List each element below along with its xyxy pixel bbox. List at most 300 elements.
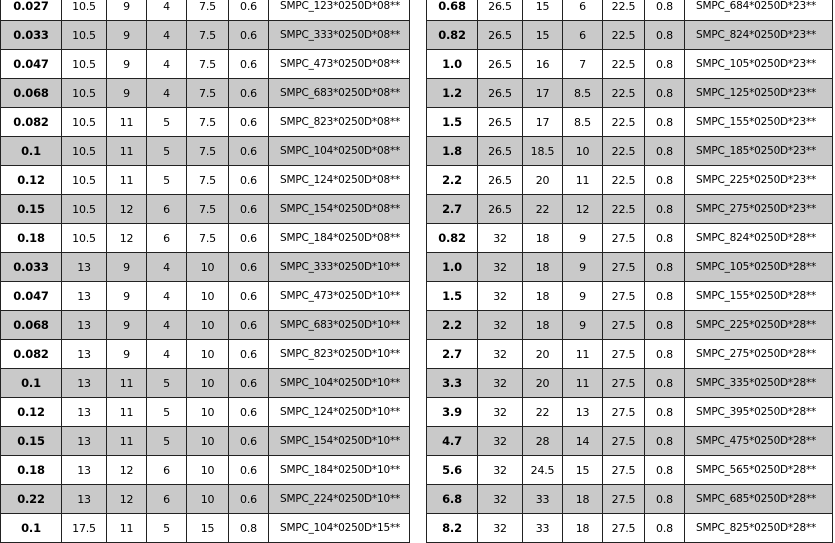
dim-t-cell: 11 <box>563 340 603 369</box>
dim-w-cell: 32 <box>478 253 523 282</box>
capacitance-cell: 0.068 <box>1 311 62 340</box>
dim-w-cell: 13 <box>62 485 107 514</box>
table-row <box>1 456 410 485</box>
pitch-cell: 15 <box>187 514 229 543</box>
dim-h-cell: 20 <box>523 369 563 398</box>
table-row <box>427 456 833 485</box>
dim-h-cell: 28 <box>523 427 563 456</box>
pitch-cell: 27.5 <box>603 282 645 311</box>
dim-h-cell: 9 <box>107 79 147 108</box>
part-number-cell: SMPC_473*0250D*10** <box>269 282 410 311</box>
capacitance-cell: 1.5 <box>427 282 478 311</box>
capacitance-cell: 0.1 <box>1 137 62 166</box>
pitch-cell: 22.5 <box>603 50 645 79</box>
dim-h-cell: 12 <box>107 195 147 224</box>
dim-w-cell: 13 <box>62 282 107 311</box>
dim-h-cell: 20 <box>523 166 563 195</box>
pitch-cell: 10 <box>187 398 229 427</box>
part-number-cell: SMPC_225*0250D*23** <box>685 166 833 195</box>
dim-w-cell: 10.5 <box>62 195 107 224</box>
part-number-cell: SMPC_824*0250D*23** <box>685 21 833 50</box>
dim-w-cell: 32 <box>478 224 523 253</box>
capacitance-cell: 0.027 <box>1 0 62 21</box>
capacitance-cell: 1.2 <box>427 79 478 108</box>
capacitance-cell: 0.082 <box>1 340 62 369</box>
dim-t-cell: 11 <box>563 166 603 195</box>
dim-h-cell: 9 <box>107 340 147 369</box>
capacitance-cell: 1.0 <box>427 253 478 282</box>
capacitance-cell: 0.12 <box>1 398 62 427</box>
lead-diameter-cell: 0.8 <box>645 0 685 21</box>
dim-t-cell: 15 <box>563 456 603 485</box>
table-row <box>1 166 410 195</box>
pitch-cell: 10 <box>187 485 229 514</box>
table-row <box>427 398 833 427</box>
pitch-cell: 7.5 <box>187 137 229 166</box>
table-left-body <box>1 0 410 543</box>
lead-diameter-cell: 0.8 <box>645 282 685 311</box>
capacitance-cell: 2.2 <box>427 311 478 340</box>
dim-t-cell: 9 <box>563 311 603 340</box>
table-row <box>427 340 833 369</box>
dim-t-cell: 18 <box>563 485 603 514</box>
table-row <box>427 253 833 282</box>
part-number-cell: SMPC_224*0250D*10** <box>269 485 410 514</box>
lead-diameter-cell: 0.6 <box>229 456 269 485</box>
pitch-cell: 7.5 <box>187 166 229 195</box>
part-number-cell: SMPC_825*0250D*28** <box>685 514 833 543</box>
table-right-body <box>427 0 833 543</box>
table-row <box>1 427 410 456</box>
dim-h-cell: 17 <box>523 79 563 108</box>
dim-w-cell: 13 <box>62 427 107 456</box>
dim-t-cell: 6 <box>563 0 603 21</box>
lead-diameter-cell: 0.8 <box>645 137 685 166</box>
pitch-cell: 10 <box>187 253 229 282</box>
dim-t-cell: 13 <box>563 398 603 427</box>
pitch-cell: 10 <box>187 456 229 485</box>
dim-t-cell: 5 <box>147 514 187 543</box>
lead-diameter-cell: 0.8 <box>645 456 685 485</box>
lead-diameter-cell: 0.6 <box>229 398 269 427</box>
table-row <box>427 369 833 398</box>
pitch-cell: 7.5 <box>187 224 229 253</box>
pitch-cell: 27.5 <box>603 398 645 427</box>
lead-diameter-cell: 0.8 <box>229 514 269 543</box>
dim-w-cell: 26.5 <box>478 79 523 108</box>
lead-diameter-cell: 0.8 <box>645 21 685 50</box>
capacitance-cell: 6.8 <box>427 485 478 514</box>
dim-w-cell: 32 <box>478 514 523 543</box>
capacitance-cell: 0.033 <box>1 21 62 50</box>
lead-diameter-cell: 0.6 <box>229 195 269 224</box>
lead-diameter-cell: 0.8 <box>645 224 685 253</box>
table-row <box>427 427 833 456</box>
table-row <box>427 485 833 514</box>
capacitance-cell: 2.7 <box>427 340 478 369</box>
dim-t-cell: 4 <box>147 21 187 50</box>
lead-diameter-cell: 0.6 <box>229 108 269 137</box>
capacitance-cell: 0.82 <box>427 21 478 50</box>
dim-t-cell: 9 <box>563 282 603 311</box>
dim-h-cell: 22 <box>523 195 563 224</box>
dim-w-cell: 13 <box>62 311 107 340</box>
dim-w-cell: 26.5 <box>478 108 523 137</box>
capacitance-cell: 1.0 <box>427 50 478 79</box>
lead-diameter-cell: 0.6 <box>229 50 269 79</box>
pitch-cell: 27.5 <box>603 340 645 369</box>
pitch-cell: 27.5 <box>603 224 645 253</box>
dim-t-cell: 11 <box>563 369 603 398</box>
dim-h-cell: 16 <box>523 50 563 79</box>
table-row <box>1 0 410 21</box>
pitch-cell: 22.5 <box>603 79 645 108</box>
dim-h-cell: 11 <box>107 108 147 137</box>
part-number-cell: SMPC_154*0250D*10** <box>269 427 410 456</box>
part-number-cell: SMPC_104*0250D*15** <box>269 514 410 543</box>
lead-diameter-cell: 0.8 <box>645 195 685 224</box>
pitch-cell: 27.5 <box>603 427 645 456</box>
dim-t-cell: 4 <box>147 0 187 21</box>
lead-diameter-cell: 0.6 <box>229 137 269 166</box>
part-number-cell: SMPC_823*0250D*10** <box>269 340 410 369</box>
dim-h-cell: 18 <box>523 224 563 253</box>
dim-t-cell: 12 <box>563 195 603 224</box>
dim-t-cell: 6 <box>147 195 187 224</box>
dim-w-cell: 26.5 <box>478 0 523 21</box>
dim-t-cell: 4 <box>147 282 187 311</box>
pitch-cell: 7.5 <box>187 79 229 108</box>
table-row <box>427 311 833 340</box>
dim-w-cell: 26.5 <box>478 166 523 195</box>
capacitance-cell: 0.082 <box>1 108 62 137</box>
pitch-cell: 27.5 <box>603 514 645 543</box>
capacitor-spec-table-left <box>0 0 410 543</box>
dim-h-cell: 11 <box>107 514 147 543</box>
dim-w-cell: 26.5 <box>478 137 523 166</box>
table-row <box>1 137 410 166</box>
table-row <box>427 0 833 21</box>
table-row <box>1 195 410 224</box>
dim-h-cell: 24.5 <box>523 456 563 485</box>
lead-diameter-cell: 0.8 <box>645 253 685 282</box>
dim-t-cell: 5 <box>147 108 187 137</box>
pitch-cell: 10 <box>187 282 229 311</box>
part-number-cell: SMPC_823*0250D*08** <box>269 108 410 137</box>
dim-h-cell: 12 <box>107 485 147 514</box>
dim-w-cell: 32 <box>478 369 523 398</box>
dim-w-cell: 10.5 <box>62 166 107 195</box>
part-number-cell: SMPC_184*0250D*08** <box>269 224 410 253</box>
capacitance-cell: 1.8 <box>427 137 478 166</box>
part-number-cell: SMPC_105*0250D*28** <box>685 253 833 282</box>
part-number-cell: SMPC_395*0250D*28** <box>685 398 833 427</box>
table-row <box>1 224 410 253</box>
dim-t-cell: 4 <box>147 311 187 340</box>
capacitance-cell: 0.068 <box>1 79 62 108</box>
dim-h-cell: 18 <box>523 282 563 311</box>
table-row <box>427 195 833 224</box>
dim-t-cell: 18 <box>563 514 603 543</box>
dim-w-cell: 10.5 <box>62 21 107 50</box>
part-number-cell: SMPC_685*0250D*28** <box>685 485 833 514</box>
dim-t-cell: 4 <box>147 253 187 282</box>
dim-w-cell: 32 <box>478 311 523 340</box>
part-number-cell: SMPC_105*0250D*23** <box>685 50 833 79</box>
dim-t-cell: 9 <box>563 224 603 253</box>
lead-diameter-cell: 0.6 <box>229 79 269 108</box>
dim-h-cell: 11 <box>107 137 147 166</box>
part-number-cell: SMPC_124*0250D*10** <box>269 398 410 427</box>
dim-w-cell: 26.5 <box>478 50 523 79</box>
capacitance-cell: 0.82 <box>427 224 478 253</box>
dim-t-cell: 8.5 <box>563 108 603 137</box>
table-row <box>1 50 410 79</box>
pitch-cell: 22.5 <box>603 108 645 137</box>
capacitance-cell: 2.2 <box>427 166 478 195</box>
part-number-cell: SMPC_155*0250D*28** <box>685 282 833 311</box>
lead-diameter-cell: 0.6 <box>229 253 269 282</box>
dim-w-cell: 32 <box>478 282 523 311</box>
lead-diameter-cell: 0.6 <box>229 224 269 253</box>
dim-h-cell: 18.5 <box>523 137 563 166</box>
part-number-cell: SMPC_225*0250D*28** <box>685 311 833 340</box>
lead-diameter-cell: 0.6 <box>229 282 269 311</box>
table-row <box>427 79 833 108</box>
dim-t-cell: 4 <box>147 50 187 79</box>
pitch-cell: 7.5 <box>187 0 229 21</box>
capacitance-cell: 0.18 <box>1 456 62 485</box>
dim-w-cell: 32 <box>478 398 523 427</box>
capacitance-cell: 4.7 <box>427 427 478 456</box>
dim-t-cell: 6 <box>147 456 187 485</box>
pitch-cell: 22.5 <box>603 166 645 195</box>
part-number-cell: SMPC_184*0250D*10** <box>269 456 410 485</box>
part-number-cell: SMPC_684*0250D*23** <box>685 0 833 21</box>
lead-diameter-cell: 0.6 <box>229 21 269 50</box>
lead-diameter-cell: 0.8 <box>645 340 685 369</box>
pitch-cell: 27.5 <box>603 253 645 282</box>
capacitance-cell: 0.15 <box>1 195 62 224</box>
part-number-cell: SMPC_155*0250D*23** <box>685 108 833 137</box>
lead-diameter-cell: 0.8 <box>645 50 685 79</box>
dim-w-cell: 26.5 <box>478 21 523 50</box>
table-row <box>1 282 410 311</box>
dim-w-cell: 26.5 <box>478 195 523 224</box>
lead-diameter-cell: 0.6 <box>229 485 269 514</box>
capacitance-cell: 0.033 <box>1 253 62 282</box>
dim-w-cell: 10.5 <box>62 0 107 21</box>
lead-diameter-cell: 0.6 <box>229 427 269 456</box>
dim-t-cell: 5 <box>147 369 187 398</box>
pitch-cell: 27.5 <box>603 311 645 340</box>
capacitance-cell: 8.2 <box>427 514 478 543</box>
dim-w-cell: 10.5 <box>62 224 107 253</box>
dim-h-cell: 11 <box>107 427 147 456</box>
dim-w-cell: 13 <box>62 398 107 427</box>
dim-w-cell: 13 <box>62 456 107 485</box>
dim-w-cell: 10.5 <box>62 108 107 137</box>
dim-h-cell: 9 <box>107 253 147 282</box>
lead-diameter-cell: 0.8 <box>645 398 685 427</box>
dim-w-cell: 32 <box>478 485 523 514</box>
lead-diameter-cell: 0.6 <box>229 369 269 398</box>
capacitor-spec-table-right <box>426 0 833 543</box>
dim-h-cell: 9 <box>107 0 147 21</box>
capacitance-cell: 0.15 <box>1 427 62 456</box>
pitch-cell: 10 <box>187 427 229 456</box>
capacitance-cell: 0.047 <box>1 282 62 311</box>
table-row <box>1 340 410 369</box>
table-row <box>427 224 833 253</box>
dim-w-cell: 10.5 <box>62 137 107 166</box>
part-number-cell: SMPC_104*0250D*10** <box>269 369 410 398</box>
part-number-cell: SMPC_185*0250D*23** <box>685 137 833 166</box>
dim-w-cell: 13 <box>62 253 107 282</box>
table-row <box>427 21 833 50</box>
table-row <box>1 514 410 543</box>
table-row <box>427 50 833 79</box>
dim-h-cell: 33 <box>523 514 563 543</box>
part-number-cell: SMPC_333*0250D*10** <box>269 253 410 282</box>
dim-h-cell: 33 <box>523 485 563 514</box>
lead-diameter-cell: 0.8 <box>645 79 685 108</box>
capacitance-cell: 0.047 <box>1 50 62 79</box>
pitch-cell: 10 <box>187 369 229 398</box>
pitch-cell: 27.5 <box>603 456 645 485</box>
dim-h-cell: 11 <box>107 398 147 427</box>
part-number-cell: SMPC_335*0250D*28** <box>685 369 833 398</box>
dim-h-cell: 18 <box>523 311 563 340</box>
dim-h-cell: 17 <box>523 108 563 137</box>
capacitance-cell: 0.68 <box>427 0 478 21</box>
dim-t-cell: 6 <box>147 485 187 514</box>
dim-t-cell: 4 <box>147 340 187 369</box>
dim-h-cell: 9 <box>107 21 147 50</box>
dim-t-cell: 9 <box>563 253 603 282</box>
part-number-cell: SMPC_104*0250D*08** <box>269 137 410 166</box>
part-number-cell: SMPC_475*0250D*28** <box>685 427 833 456</box>
dim-w-cell: 13 <box>62 369 107 398</box>
dim-h-cell: 20 <box>523 340 563 369</box>
table-row <box>427 166 833 195</box>
dim-h-cell: 12 <box>107 224 147 253</box>
capacitance-cell: 3.3 <box>427 369 478 398</box>
dim-t-cell: 5 <box>147 166 187 195</box>
table-row <box>427 282 833 311</box>
lead-diameter-cell: 0.8 <box>645 108 685 137</box>
part-number-cell: SMPC_333*0250D*08** <box>269 21 410 50</box>
lead-diameter-cell: 0.6 <box>229 0 269 21</box>
dim-w-cell: 10.5 <box>62 50 107 79</box>
dim-w-cell: 32 <box>478 456 523 485</box>
table-row <box>1 79 410 108</box>
table-row <box>1 311 410 340</box>
table-row <box>427 514 833 543</box>
lead-diameter-cell: 0.8 <box>645 514 685 543</box>
dim-h-cell: 9 <box>107 282 147 311</box>
table-row <box>1 398 410 427</box>
dim-t-cell: 5 <box>147 427 187 456</box>
pitch-cell: 22.5 <box>603 137 645 166</box>
lead-diameter-cell: 0.6 <box>229 166 269 195</box>
dim-t-cell: 5 <box>147 137 187 166</box>
part-number-cell: SMPC_154*0250D*08** <box>269 195 410 224</box>
part-number-cell: SMPC_125*0250D*23** <box>685 79 833 108</box>
dim-t-cell: 4 <box>147 79 187 108</box>
dim-h-cell: 12 <box>107 456 147 485</box>
dim-t-cell: 8.5 <box>563 79 603 108</box>
capacitance-cell: 5.6 <box>427 456 478 485</box>
pitch-cell: 10 <box>187 340 229 369</box>
part-number-cell: SMPC_473*0250D*08** <box>269 50 410 79</box>
dim-w-cell: 17.5 <box>62 514 107 543</box>
pitch-cell: 22.5 <box>603 0 645 21</box>
capacitance-cell: 0.1 <box>1 514 62 543</box>
part-number-cell: SMPC_565*0250D*28** <box>685 456 833 485</box>
table-row <box>427 137 833 166</box>
table-row <box>1 485 410 514</box>
capacitance-cell: 3.9 <box>427 398 478 427</box>
pitch-cell: 10 <box>187 311 229 340</box>
capacitance-cell: 0.18 <box>1 224 62 253</box>
dim-h-cell: 11 <box>107 166 147 195</box>
dim-t-cell: 7 <box>563 50 603 79</box>
part-number-cell: SMPC_124*0250D*08** <box>269 166 410 195</box>
pitch-cell: 7.5 <box>187 195 229 224</box>
capacitance-cell: 1.5 <box>427 108 478 137</box>
lead-diameter-cell: 0.8 <box>645 166 685 195</box>
pitch-cell: 7.5 <box>187 50 229 79</box>
dim-h-cell: 15 <box>523 0 563 21</box>
lead-diameter-cell: 0.8 <box>645 311 685 340</box>
dim-h-cell: 18 <box>523 253 563 282</box>
pitch-cell: 27.5 <box>603 485 645 514</box>
dim-w-cell: 13 <box>62 340 107 369</box>
pitch-cell: 27.5 <box>603 369 645 398</box>
dim-h-cell: 22 <box>523 398 563 427</box>
table-row <box>1 369 410 398</box>
lead-diameter-cell: 0.8 <box>645 427 685 456</box>
dim-h-cell: 11 <box>107 369 147 398</box>
part-number-cell: SMPC_683*0250D*10** <box>269 311 410 340</box>
dim-h-cell: 9 <box>107 311 147 340</box>
dim-t-cell: 10 <box>563 137 603 166</box>
lead-diameter-cell: 0.6 <box>229 340 269 369</box>
dim-h-cell: 15 <box>523 21 563 50</box>
part-number-cell: SMPC_275*0250D*28** <box>685 340 833 369</box>
pitch-cell: 22.5 <box>603 195 645 224</box>
dim-t-cell: 6 <box>147 224 187 253</box>
lead-diameter-cell: 0.6 <box>229 311 269 340</box>
part-number-cell: SMPC_123*0250D*08** <box>269 0 410 21</box>
table-row <box>1 21 410 50</box>
capacitance-cell: 0.1 <box>1 369 62 398</box>
table-row <box>427 108 833 137</box>
pitch-cell: 7.5 <box>187 108 229 137</box>
lead-diameter-cell: 0.8 <box>645 369 685 398</box>
lead-diameter-cell: 0.8 <box>645 485 685 514</box>
dim-w-cell: 32 <box>478 340 523 369</box>
capacitance-cell: 0.22 <box>1 485 62 514</box>
table-row <box>1 253 410 282</box>
capacitance-cell: 2.7 <box>427 195 478 224</box>
dim-t-cell: 6 <box>563 21 603 50</box>
dim-t-cell: 5 <box>147 398 187 427</box>
dim-t-cell: 14 <box>563 427 603 456</box>
table-row <box>1 108 410 137</box>
capacitance-cell: 0.12 <box>1 166 62 195</box>
